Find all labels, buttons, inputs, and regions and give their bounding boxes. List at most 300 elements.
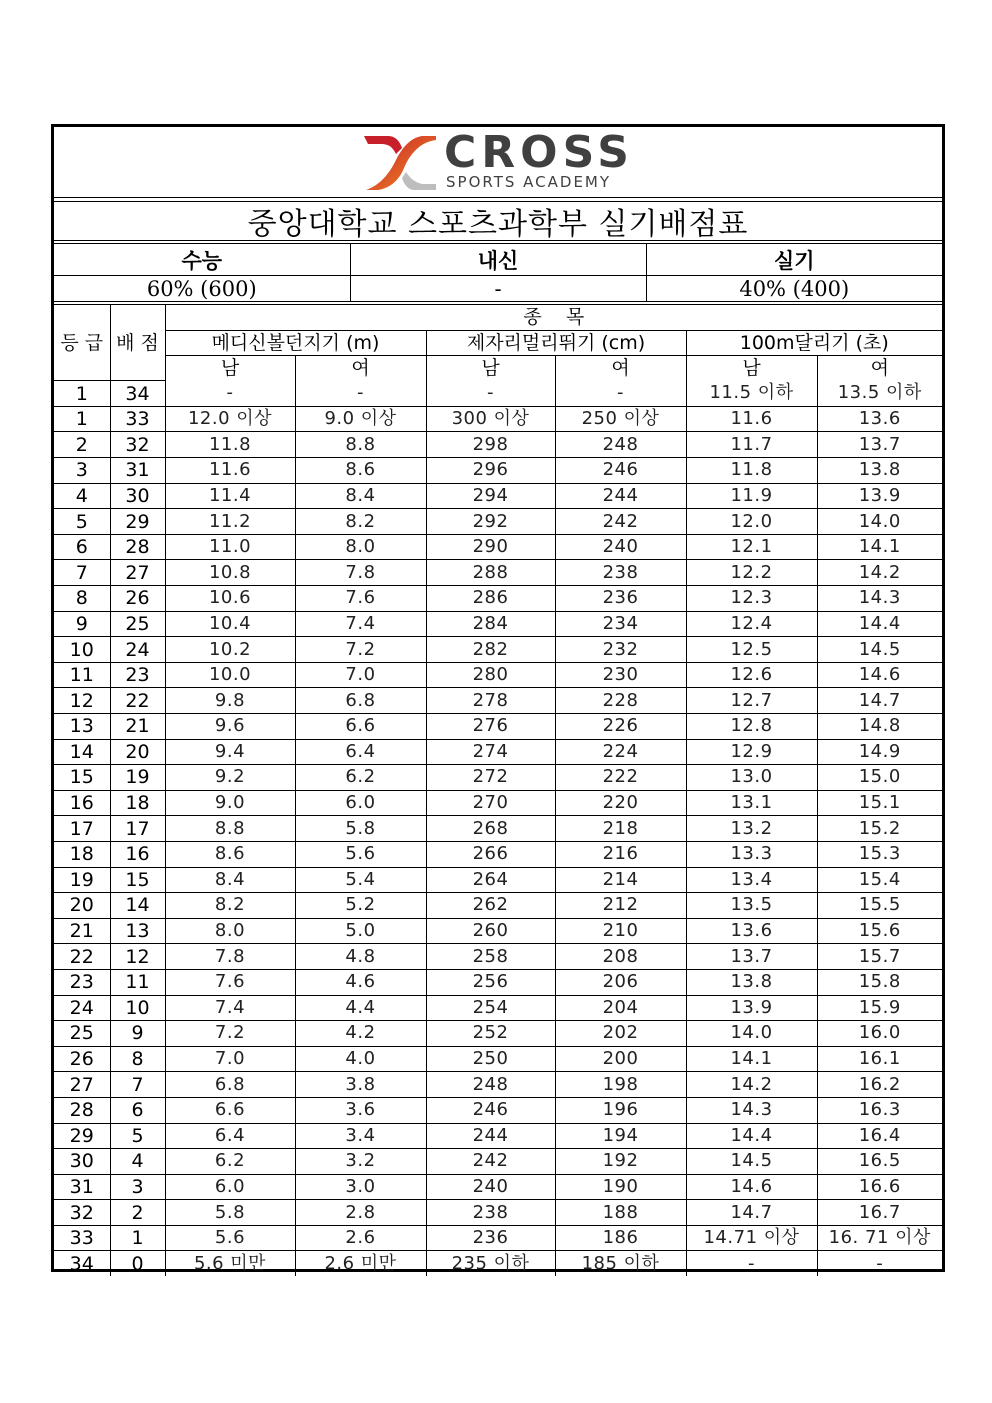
table-row: [54, 1021, 942, 1047]
cell-grade: 2: [54, 432, 110, 458]
cell-100m-female: 15.6: [817, 918, 942, 944]
cell-score: 1: [110, 1225, 165, 1251]
cell-medicine-ball-male: 9.6: [165, 714, 295, 740]
cell-score: 7: [110, 1072, 165, 1098]
cell-100m-male: 13.5: [686, 893, 817, 919]
table-row: [54, 1072, 942, 1098]
cell-medicine-ball-male: 10.6: [165, 586, 295, 612]
cell-long-jump-female: 216: [555, 841, 686, 867]
cell-100m-male: 14.6: [686, 1174, 817, 1200]
cell-100m-female: 13.7: [817, 432, 942, 458]
cell-medicine-ball-male: 11.8: [165, 432, 295, 458]
cell-long-jump-male: 260: [426, 918, 555, 944]
cell-long-jump-male: 278: [426, 688, 555, 714]
cell-long-jump-female: 220: [555, 790, 686, 816]
cell-score: 3: [110, 1174, 165, 1200]
cell-100m-female: -: [817, 1251, 942, 1276]
logo-name: CROSS: [444, 127, 634, 178]
cell-score: 34: [110, 381, 165, 407]
cell-medicine-ball-male: 10.4: [165, 611, 295, 637]
cell-score: 15: [110, 867, 165, 893]
cell-long-jump-female: 242: [555, 509, 686, 535]
cell-grade: 11: [54, 662, 110, 688]
cell-long-jump-male: 248: [426, 1072, 555, 1098]
cell-long-jump-female: -: [555, 381, 686, 407]
cell-medicine-ball-male: 8.4: [165, 867, 295, 893]
cell-medicine-ball-female: 8.2: [295, 509, 426, 535]
cell-medicine-ball-female: 4.0: [295, 1046, 426, 1072]
cell-medicine-ball-female: 6.6: [295, 714, 426, 740]
cell-long-jump-female: 196: [555, 1097, 686, 1123]
cell-score: 23: [110, 662, 165, 688]
cell-score: 4: [110, 1149, 165, 1175]
cell-long-jump-female: 248: [555, 432, 686, 458]
header-score: 배 점: [110, 305, 165, 381]
cell-score: 18: [110, 790, 165, 816]
cell-long-jump-male: 238: [426, 1200, 555, 1226]
score-grid: [54, 304, 942, 1276]
table-row: [54, 1149, 942, 1175]
cell-medicine-ball-female: 7.2: [295, 637, 426, 663]
cell-100m-male: 13.2: [686, 816, 817, 842]
cell-grade: 7: [54, 560, 110, 586]
cell-100m-male: -: [686, 1251, 817, 1276]
cell-long-jump-female: 190: [555, 1174, 686, 1200]
cell-score: 21: [110, 714, 165, 740]
cell-medicine-ball-female: 4.4: [295, 995, 426, 1021]
cell-grade: 12: [54, 688, 110, 714]
cell-medicine-ball-female: 6.0: [295, 790, 426, 816]
cell-long-jump-female: 240: [555, 534, 686, 560]
cell-grade: 20: [54, 893, 110, 919]
table-row: [54, 969, 942, 995]
cell-long-jump-male: 236: [426, 1225, 555, 1251]
table-row: [54, 714, 942, 740]
cell-medicine-ball-female: 4.6: [295, 969, 426, 995]
cell-medicine-ball-female: 8.8: [295, 432, 426, 458]
header-grade: 등 급: [54, 305, 110, 381]
cell-score: 6: [110, 1097, 165, 1123]
cell-long-jump-female: 212: [555, 893, 686, 919]
cell-long-jump-female: 214: [555, 867, 686, 893]
cell-long-jump-female: 236: [555, 586, 686, 612]
cell-long-jump-female: 250 이상: [555, 406, 686, 432]
table-row: [54, 1046, 942, 1072]
cell-medicine-ball-male: 5.6: [165, 1225, 295, 1251]
cell-score: 11: [110, 969, 165, 995]
table-row: [54, 586, 942, 612]
cell-100m-female: 13.9: [817, 483, 942, 509]
header-gender-female: 여: [817, 356, 942, 381]
logo-subtitle: SPORTS ACADEMY: [446, 173, 612, 191]
table-row: [54, 841, 942, 867]
cell-medicine-ball-female: 3.2: [295, 1149, 426, 1175]
cell-grade: 18: [54, 841, 110, 867]
cell-100m-female: 13.5 이하: [817, 381, 942, 407]
cell-grade: 3: [54, 458, 110, 484]
cell-medicine-ball-female: 7.0: [295, 662, 426, 688]
cell-long-jump-female: 208: [555, 944, 686, 970]
cell-medicine-ball-female: 4.2: [295, 1021, 426, 1047]
cell-medicine-ball-male: 9.4: [165, 739, 295, 765]
cell-long-jump-male: 246: [426, 1097, 555, 1123]
header-gender-male: 남: [165, 356, 295, 381]
cell-long-jump-female: 194: [555, 1123, 686, 1149]
cell-medicine-ball-female: 5.8: [295, 816, 426, 842]
cell-long-jump-female: 222: [555, 765, 686, 791]
table-row: [54, 458, 942, 484]
cell-grade: 13: [54, 714, 110, 740]
header-events-group: 종 목: [165, 305, 942, 330]
cell-100m-female: 15.3: [817, 841, 942, 867]
table-row: [54, 483, 942, 509]
cell-long-jump-male: 252: [426, 1021, 555, 1047]
cell-long-jump-female: 192: [555, 1149, 686, 1175]
header-event-100m-run: 100m달리기 (초): [686, 330, 942, 356]
cell-100m-female: 15.4: [817, 867, 942, 893]
cell-long-jump-female: 238: [555, 560, 686, 586]
table-row: [54, 534, 942, 560]
header-gender-female: 여: [295, 356, 426, 381]
cell-score: 20: [110, 739, 165, 765]
cell-long-jump-female: 230: [555, 662, 686, 688]
cell-100m-male: 14.4: [686, 1123, 817, 1149]
cell-grade: 1: [54, 406, 110, 432]
cell-medicine-ball-male: 10.2: [165, 637, 295, 663]
cell-100m-female: 15.7: [817, 944, 942, 970]
cell-score: 25: [110, 611, 165, 637]
cell-100m-male: 13.9: [686, 995, 817, 1021]
cell-score: 5: [110, 1123, 165, 1149]
cell-grade: 29: [54, 1123, 110, 1149]
cell-long-jump-female: 202: [555, 1021, 686, 1047]
table-row: [54, 1097, 942, 1123]
cell-medicine-ball-male: 11.2: [165, 509, 295, 535]
cell-score: 27: [110, 560, 165, 586]
cell-medicine-ball-female: 2.6: [295, 1225, 426, 1251]
cell-grade: 1: [54, 381, 110, 407]
cell-100m-male: 12.1: [686, 534, 817, 560]
table-row: [54, 944, 942, 970]
cell-medicine-ball-female: 8.6: [295, 458, 426, 484]
cell-100m-female: 14.4: [817, 611, 942, 637]
cell-100m-male: 14.0: [686, 1021, 817, 1047]
cell-long-jump-male: 282: [426, 637, 555, 663]
cell-score: 8: [110, 1046, 165, 1072]
cell-score: 26: [110, 586, 165, 612]
cell-long-jump-female: 200: [555, 1046, 686, 1072]
cell-long-jump-male: 264: [426, 867, 555, 893]
cell-score: 22: [110, 688, 165, 714]
cell-100m-female: 14.6: [817, 662, 942, 688]
cell-score: 16: [110, 841, 165, 867]
header-gender-male: 남: [686, 356, 817, 381]
summary-value-naesin: -: [350, 276, 646, 301]
cell-100m-male: 12.8: [686, 714, 817, 740]
summary-value-silgi: 40% (400): [646, 276, 942, 301]
cell-long-jump-male: 254: [426, 995, 555, 1021]
cell-grade: 5: [54, 509, 110, 535]
cell-long-jump-male: 298: [426, 432, 555, 458]
cell-100m-male: 12.6: [686, 662, 817, 688]
cell-100m-female: 16. 71 이상: [817, 1225, 942, 1251]
cell-medicine-ball-male: 11.6: [165, 458, 295, 484]
cell-medicine-ball-male: 8.8: [165, 816, 295, 842]
cell-100m-male: 12.7: [686, 688, 817, 714]
cell-100m-female: 14.0: [817, 509, 942, 535]
weighting-summary: [54, 243, 942, 302]
header-gender-female: 여: [555, 356, 686, 381]
cell-grade: 33: [54, 1225, 110, 1251]
table-row: [54, 1251, 942, 1276]
table-row: [54, 1174, 942, 1200]
cell-100m-female: 14.5: [817, 637, 942, 663]
cell-medicine-ball-female: 5.2: [295, 893, 426, 919]
cell-long-jump-male: 250: [426, 1046, 555, 1072]
cell-100m-male: 12.0: [686, 509, 817, 535]
cell-medicine-ball-male: 9.8: [165, 688, 295, 714]
cell-medicine-ball-male: 7.8: [165, 944, 295, 970]
cell-grade: 6: [54, 534, 110, 560]
cell-100m-male: 14.7: [686, 1200, 817, 1226]
cell-medicine-ball-female: 6.2: [295, 765, 426, 791]
table-row: [54, 867, 942, 893]
cell-long-jump-male: 240: [426, 1174, 555, 1200]
cell-100m-female: 15.9: [817, 995, 942, 1021]
cell-long-jump-female: 226: [555, 714, 686, 740]
cell-medicine-ball-male: 5.6 미만: [165, 1251, 295, 1276]
cell-100m-male: 14.2: [686, 1072, 817, 1098]
score-table-sheet: [51, 124, 945, 1275]
cell-grade: 28: [54, 1097, 110, 1123]
cell-100m-male: 11.9: [686, 483, 817, 509]
cell-medicine-ball-female: 7.6: [295, 586, 426, 612]
cell-long-jump-female: 206: [555, 969, 686, 995]
cell-long-jump-female: 185 이하: [555, 1251, 686, 1276]
cell-long-jump-female: 198: [555, 1072, 686, 1098]
cell-score: 30: [110, 483, 165, 509]
cell-medicine-ball-male: 6.8: [165, 1072, 295, 1098]
table-row: [54, 918, 942, 944]
cell-medicine-ball-male: 12.0 이상: [165, 406, 295, 432]
cell-medicine-ball-male: 8.0: [165, 918, 295, 944]
cell-long-jump-female: 218: [555, 816, 686, 842]
table-row: [54, 662, 942, 688]
cell-medicine-ball-male: 11.4: [165, 483, 295, 509]
table-row: [54, 1225, 942, 1251]
cell-medicine-ball-female: 6.8: [295, 688, 426, 714]
cell-100m-female: 16.3: [817, 1097, 942, 1123]
summary-header-naesin: 내신: [350, 244, 646, 276]
cell-100m-male: 14.1: [686, 1046, 817, 1072]
cell-score: 31: [110, 458, 165, 484]
cell-score: 28: [110, 534, 165, 560]
cell-medicine-ball-male: 10.8: [165, 560, 295, 586]
page-title: 중앙대학교 스포츠과학부 실기배점표: [247, 207, 749, 242]
table-row: [54, 688, 942, 714]
cell-score: 33: [110, 406, 165, 432]
cell-100m-female: 14.8: [817, 714, 942, 740]
cell-medicine-ball-male: 7.2: [165, 1021, 295, 1047]
cell-long-jump-male: 286: [426, 586, 555, 612]
table-row: [54, 995, 942, 1021]
cell-medicine-ball-male: 5.8: [165, 1200, 295, 1226]
cell-medicine-ball-male: 6.4: [165, 1123, 295, 1149]
cell-long-jump-male: 244: [426, 1123, 555, 1149]
cell-grade: 22: [54, 944, 110, 970]
cell-medicine-ball-male: 10.0: [165, 662, 295, 688]
cell-long-jump-female: 232: [555, 637, 686, 663]
cell-score: 24: [110, 637, 165, 663]
cell-100m-female: 16.4: [817, 1123, 942, 1149]
cell-long-jump-male: 258: [426, 944, 555, 970]
cell-100m-male: 11.5 이하: [686, 381, 817, 407]
cell-medicine-ball-male: 7.6: [165, 969, 295, 995]
cell-100m-female: 14.9: [817, 739, 942, 765]
cell-long-jump-female: 186: [555, 1225, 686, 1251]
cell-score: 29: [110, 509, 165, 535]
cell-medicine-ball-male: -: [165, 381, 295, 407]
cell-100m-male: 12.5: [686, 637, 817, 663]
cell-100m-female: 15.8: [817, 969, 942, 995]
table-row: [54, 1123, 942, 1149]
cell-medicine-ball-female: 2.6 미만: [295, 1251, 426, 1276]
cell-medicine-ball-male: 11.0: [165, 534, 295, 560]
cell-100m-female: 16.2: [817, 1072, 942, 1098]
cell-100m-female: 13.6: [817, 406, 942, 432]
cell-medicine-ball-female: 3.4: [295, 1123, 426, 1149]
summary-value-suneung: 60% (600): [54, 276, 350, 301]
cell-medicine-ball-male: 7.4: [165, 995, 295, 1021]
cell-100m-male: 13.8: [686, 969, 817, 995]
cell-medicine-ball-male: 6.0: [165, 1174, 295, 1200]
cell-score: 12: [110, 944, 165, 970]
cell-grade: 23: [54, 969, 110, 995]
cell-long-jump-male: 262: [426, 893, 555, 919]
logo-band: [54, 127, 942, 198]
cell-long-jump-male: 280: [426, 662, 555, 688]
cell-medicine-ball-female: 4.8: [295, 944, 426, 970]
cell-long-jump-female: 234: [555, 611, 686, 637]
table-row: [54, 893, 942, 919]
table-row: [54, 765, 942, 791]
cell-100m-female: 14.7: [817, 688, 942, 714]
cell-medicine-ball-male: 8.2: [165, 893, 295, 919]
header-gender-male: 남: [426, 356, 555, 381]
table-row: [54, 637, 942, 663]
cell-score: 19: [110, 765, 165, 791]
cell-grade: 32: [54, 1200, 110, 1226]
cell-long-jump-male: 272: [426, 765, 555, 791]
cell-100m-male: 13.7: [686, 944, 817, 970]
table-row: [54, 739, 942, 765]
cell-100m-male: 14.3: [686, 1097, 817, 1123]
cell-100m-male: 13.3: [686, 841, 817, 867]
cell-medicine-ball-male: 6.2: [165, 1149, 295, 1175]
cell-score: 9: [110, 1021, 165, 1047]
cell-long-jump-male: 284: [426, 611, 555, 637]
cell-grade: 19: [54, 867, 110, 893]
cell-100m-female: 14.3: [817, 586, 942, 612]
cell-100m-female: 16.1: [817, 1046, 942, 1072]
cell-100m-male: 11.8: [686, 458, 817, 484]
cell-long-jump-female: 228: [555, 688, 686, 714]
cell-grade: 10: [54, 637, 110, 663]
cell-long-jump-male: 294: [426, 483, 555, 509]
cell-medicine-ball-male: 9.2: [165, 765, 295, 791]
cross-x-mark-icon: [362, 132, 438, 192]
cell-long-jump-male: 300 이상: [426, 406, 555, 432]
table-row: [54, 432, 942, 458]
cell-100m-male: 13.4: [686, 867, 817, 893]
cell-medicine-ball-female: 7.4: [295, 611, 426, 637]
table-row: [54, 406, 942, 432]
cell-100m-female: 16.6: [817, 1174, 942, 1200]
cell-grade: 16: [54, 790, 110, 816]
cell-long-jump-male: 290: [426, 534, 555, 560]
table-row: [54, 790, 942, 816]
cell-score: 2: [110, 1200, 165, 1226]
cell-long-jump-male: 256: [426, 969, 555, 995]
cell-grade: 21: [54, 918, 110, 944]
cell-long-jump-female: 244: [555, 483, 686, 509]
cell-100m-female: 15.1: [817, 790, 942, 816]
cross-logo: [362, 127, 634, 192]
cell-100m-male: 12.9: [686, 739, 817, 765]
cell-grade: 9: [54, 611, 110, 637]
cell-100m-male: 12.3: [686, 586, 817, 612]
cell-medicine-ball-female: 8.0: [295, 534, 426, 560]
cell-medicine-ball-female: 3.8: [295, 1072, 426, 1098]
cell-score: 17: [110, 816, 165, 842]
cell-long-jump-female: 246: [555, 458, 686, 484]
cell-medicine-ball-male: 8.6: [165, 841, 295, 867]
cell-score: 10: [110, 995, 165, 1021]
cell-long-jump-male: 235 이하: [426, 1251, 555, 1276]
cell-score: 13: [110, 918, 165, 944]
cell-long-jump-male: 268: [426, 816, 555, 842]
cell-medicine-ball-male: 6.6: [165, 1097, 295, 1123]
cell-long-jump-female: 210: [555, 918, 686, 944]
header-event-medicine-ball: 메디신볼던지기 (m): [165, 330, 426, 356]
cell-long-jump-male: 288: [426, 560, 555, 586]
table-row: [54, 560, 942, 586]
cell-score: 32: [110, 432, 165, 458]
table-row: [54, 381, 942, 407]
summary-header-silgi: 실기: [646, 244, 942, 276]
cell-score: 0: [110, 1251, 165, 1276]
cell-100m-female: 15.5: [817, 893, 942, 919]
cell-medicine-ball-female: 5.0: [295, 918, 426, 944]
cell-grade: 17: [54, 816, 110, 842]
cell-long-jump-male: -: [426, 381, 555, 407]
cell-long-jump-female: 224: [555, 739, 686, 765]
cell-medicine-ball-female: 9.0 이상: [295, 406, 426, 432]
cell-medicine-ball-female: -: [295, 381, 426, 407]
cell-grade: 14: [54, 739, 110, 765]
cell-long-jump-male: 274: [426, 739, 555, 765]
summary-header-suneung: 수능: [54, 244, 350, 276]
cell-long-jump-male: 266: [426, 841, 555, 867]
cell-100m-male: 14.5: [686, 1149, 817, 1175]
table-row: [54, 509, 942, 535]
cell-100m-male: 13.6: [686, 918, 817, 944]
cell-100m-male: 13.1: [686, 790, 817, 816]
cell-long-jump-female: 188: [555, 1200, 686, 1226]
cell-100m-male: 12.2: [686, 560, 817, 586]
cell-medicine-ball-female: 6.4: [295, 739, 426, 765]
cell-grade: 34: [54, 1251, 110, 1276]
